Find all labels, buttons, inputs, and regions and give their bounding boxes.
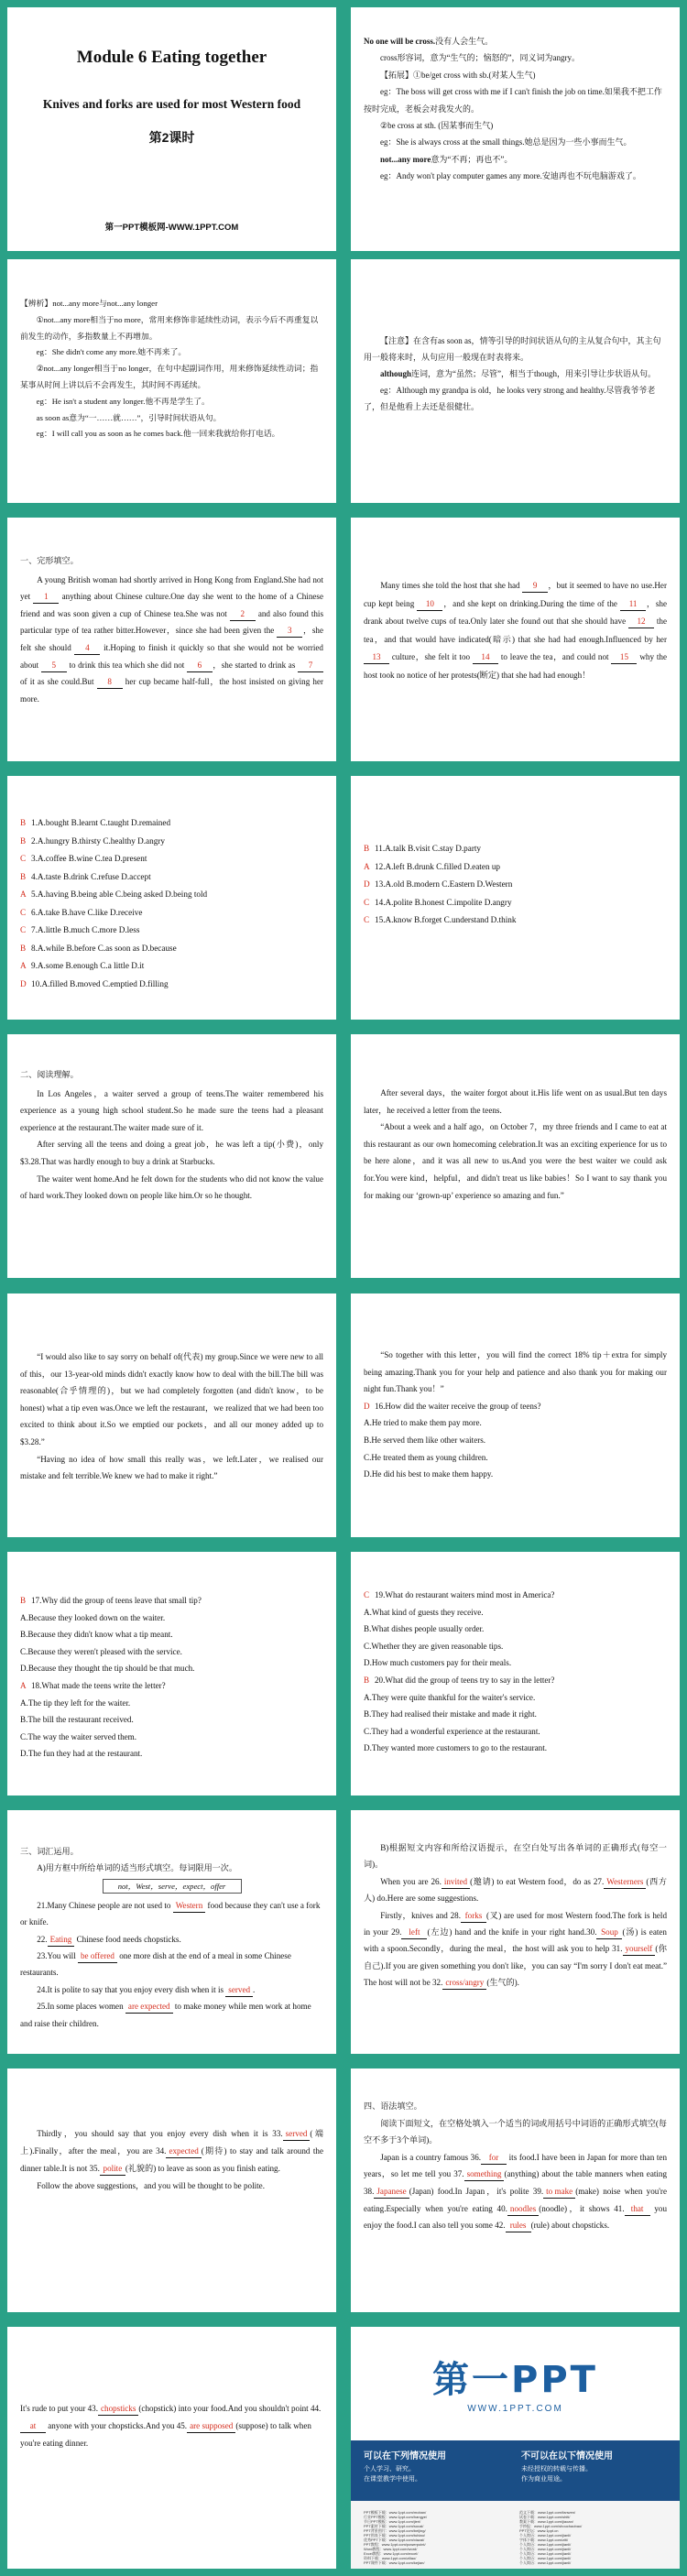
slide-cloze-passage-2: Many times she told the host that she had 9 ，but it seemed to have no use.Her cup kept being 10 ，and she kept on drinking.During the time of the 11 ，she drank about twelve cups of tea.Only later she found out that she should have 12 the tea，and that would have indicated(暗示) that she had had enough.Influenced by her 13 culture，she felt it too 14 to leave the tea，and could not 15 why the host took no notice of her protests(断定) that she had had enough！ xyxy=(351,518,680,761)
resource-link[interactable]: 节日PPT模板：www.1ppt.com/jieri/ xyxy=(364,2519,421,2524)
forbidden-title: 不可以在以下情况使用 xyxy=(521,2451,613,2461)
blank-3: 3 xyxy=(277,625,302,638)
resource-link[interactable]: 试卷下载：www.1ppt.com/shiti/ xyxy=(519,2515,571,2519)
slide-cloze-options-1 xyxy=(7,776,336,1020)
slide-questions-19-20: C 19.What do restaurant waiters mind most in America? A.What kind of guests they receive. B.What dishes people usually order. C.Whether they are given reasonable tips. D.How much customers pay for their meals. B 20.What did the group of teens try to say in the letter? A.They were quite thankful for the waiter's service. B.They had realised their mistake and made it right. C.They had a wonderful experience at the restaurant. D.They wanted more customers to go to the restaurant. xyxy=(351,1552,680,1796)
slide-notes-although: 【注意】在含有as soon as，情等引导的时间状语从句的主从复合句中，其主句用一般将来时，从句应用一般现在时表将来。 although连词，意为“虽然；尽管”，相当于though，用来引导让步状语从句。 eg：Although my grandpa is old，he looks very strong and healthy.尽管我爷爷老了，但是他看上去还是很健壮。 xyxy=(351,259,680,503)
answer-letter: A xyxy=(20,890,27,899)
slide-reading-1: 二、阅读理解。 In Los Angeles，a waiter served a group of teens.The waiter remembered his experience as a young high school student.So he made sure the teens had a pleasant experience at the restaurant.The waiter made sure of it. After serving all the teens and doing a great job，he was left a tip(小费)，only $3.28.That was hardly enough to buy a drink at Starbucks. The waiter went home.And he felt down for the students who did not know the value of hard work.They looked down on people like him.Or so he thought. xyxy=(7,1034,336,1278)
usage-bar: 可以在下列情况使用 个人学习、研究。 在课堂教学中使用。 不可以在以下情况使用 未经授权的转载与传播。 作为商业用途。 xyxy=(351,2440,680,2501)
options-list xyxy=(364,840,667,930)
resource-links xyxy=(364,2510,667,2565)
option-row xyxy=(364,858,667,877)
option-row xyxy=(20,904,323,922)
blank-42: rules xyxy=(506,2220,531,2232)
answer-letter: B xyxy=(364,844,370,853)
blank-39: to make xyxy=(543,2186,575,2199)
answer-letter: B xyxy=(20,943,27,953)
option-text: 10.A.filled B.moved C.emptied D.filling xyxy=(31,978,169,988)
blank-23: be offered xyxy=(78,1950,117,1963)
resource-link[interactable]: PPT背景图片：www.1ppt.com/beijing/ xyxy=(364,2528,426,2533)
section-heading: 一、完形填空。 xyxy=(20,556,79,565)
slide-cloze-passage-1: 一、完形填空。 A young British woman had shortly arrived in Hong Kong from England.She had not yet 1 anything about Chinese culture.One day she went to the home of a Chinese friend and was soon given a cup of Chinese tea.She was not 2 and also found this particular type of tea rather bitter.However，since she had been given the 3 ，she felt she should 4 it.Hoping to finish it quickly so that she would not be worried about 5 to drink this tea which she did not 6 ，she started to drink as 7 of it as she could.But 8 her cup became half-full，the host insisted on giving her more. xyxy=(7,518,336,761)
slide-vocab-a: 三、词汇运用。 A)用方框中所给单词的适当形式填空。每词限用一次。 not，West，serve，expect，offer 21.Many Chinese people are not used to Western food because they can't use a fork or knife. 22. Eating Chinese food needs chopsticks. 23.You will be offered one more dish at the end of a meal in some Chinese restaurants. 24.It is polite to say that you enjoy every dish when it is served . 25.In some places women are expected to make money while men work at home and raise their children. xyxy=(7,1810,336,2054)
blank-44: at xyxy=(20,2420,46,2433)
site-label: 第一PPT模板网-WWW.1PPT.COM xyxy=(104,223,239,233)
slide-questions-17-18: B 17.Why did the group of teens leave that small tip? A.Because they looked down on the waiter. B.Because they didn't know what a tip meant. C.Because they weren't pleased with the service. D.Because they thought the tip should be that much. A 18.What made the teens write the letter? A.The tip they left for the waiter. B.The bill the restaurant received. C.The way the waiter served them. D.The fun they had at the restaurant. xyxy=(7,1552,336,1796)
option-text: 6.A.take B.have C.like D.receive xyxy=(31,907,143,917)
answer-letter: C xyxy=(20,925,27,934)
blank-8: 8 xyxy=(97,676,123,689)
blank-43: chopsticks xyxy=(98,2403,138,2416)
slide-notes-any-more: 【辨析】not...any more与not...any longer ①not...any more相当于no more，常用来修饰非延续性动词，表示今后不再重复以前发生的动作，多指数量上不再增加。 eg：She didn't come any more.她不再来了。 ②not...any longer相当于no longer，在句中起副词作用，用来修饰延续性动词；指某事从时间上讲以后不会再发生，其时间不再延续。 eg：He isn't a student any longer.他不再是学生了。 as soon as意为“一……就……”，引导时间状语从句。 eg：I will call you as soon as he comes back.他一回来我就给你打电话。 xyxy=(7,259,336,503)
option-row xyxy=(364,876,667,894)
answer-letter: A xyxy=(20,961,27,970)
slide-reading-3: “I would also like to say sorry on behalf of(代表) my group.Since we were new to all of this，our 13-year-old minds didn't exactly know how to deal with the bill.The bill was reasonable(合乎情理的)，but we had completely forgotten (and didn't know，to be honest) what a tip even was.Once we left the restaurant，we realized that we had been too excited to think about it.So we emptied our pockets，and all our money added up to $3.28.” “Having no idea of how small this really was，we left.Later，we realised our mistake and felt terrible.We knew we had to make it right.” xyxy=(7,1293,336,1537)
phrase-bold: No one will be cross. xyxy=(364,37,436,46)
option-text: 9.A.some B.enough C.a little D.it xyxy=(31,961,145,970)
section-heading: 四、语法填空。 xyxy=(364,2101,422,2111)
resource-link[interactable]: PPT论坛：www.1ppt.cn xyxy=(519,2528,559,2533)
blank-25: are expected xyxy=(125,2001,173,2014)
option-row xyxy=(20,886,323,904)
answer-17: B xyxy=(20,1596,27,1605)
slide-vocab-b: B)根据短文内容和所给汉语提示，在空白处写出各单词的正确形式(每空一词)。 When you are 26. invited (邀请) to eat Western food，do as 27. Westerners (西方人) do.Here are some suggestions. Firstly，knives and 28. forks (叉) are used for most Western food.The fork is held in your 29. left (左边) hand and the knife in your right hand.30. Soup (汤) is eaten with a spoon.Secondly，during the meal，the host will ask you to help 31. yourself (你自己).If you are given something you don't like，you can say “I'm sorry I don't eat meat.” The host will not be 32. cross/angry (生气的). xyxy=(351,1810,680,2054)
option-row xyxy=(20,957,323,976)
answer-letter: B xyxy=(20,818,27,827)
resource-link[interactable]: 个人简历：www.1ppt.com/jianli/ xyxy=(519,2547,572,2551)
answer-16: D xyxy=(364,1401,370,1411)
blank-38: Japanese xyxy=(374,2186,409,2199)
blank-28: forks xyxy=(461,1910,486,1923)
question-20: 20.What did the group of teens try to say in the letter? xyxy=(375,1675,555,1685)
option-text: 15.A.know B.forget C.understand D.think xyxy=(375,915,517,924)
blank-22: Eating xyxy=(48,1934,75,1947)
blank-32: cross/angry xyxy=(442,1977,486,1990)
option-text: 14.A.polite B.honest C.impolite D.angry xyxy=(375,897,512,907)
option-text: 13.A.old B.modern C.Eastern D.Western xyxy=(375,879,513,889)
resource-link[interactable]: PPT素材下载：www.1ppt.com/sucai/ xyxy=(364,2524,424,2528)
slide-notes-cross: No one will be cross.没有人会生气。 cross形容词，意为“生气的；恼怒的”，同义词为angry。 【拓展】①be/get cross with sb.(对某人生气) eg：The boss will get cross with me if I can't finish the job on time.如果我不把工作按时完成，老板会对我发火的。 ②be cross at sth. (因某事而生气) eg：She is always cross at the small things.她总是因为一些小事而生气。 not...any more意为“不再；再也不”。 eg：Andy won't play computer games any more.安迪再也不玩电脑游戏了。 xyxy=(351,7,680,251)
answer-letter: A xyxy=(364,861,370,871)
option-text: 1.A.bought B.learnt C.taught D.remained xyxy=(31,818,171,827)
resource-link[interactable]: PPT模板下载：www.1ppt.com/moban/ xyxy=(364,2510,427,2515)
question-19: 19.What do restaurant waiters mind most in America? xyxy=(375,1590,555,1599)
option-row xyxy=(364,894,667,912)
answer-letter: D xyxy=(364,879,370,889)
blank-11: 11 xyxy=(620,598,646,611)
resource-link[interactable]: 优秀PPT下载：www.1ppt.com/xiazai/ xyxy=(364,2538,425,2542)
answer-letter: C xyxy=(20,907,27,917)
module-title: Module 6 Eating together xyxy=(76,48,267,67)
resource-link[interactable]: 手抄报：www.1ppt.com/shouchaobao/ xyxy=(519,2524,583,2528)
resource-link[interactable]: 个人简历：www.1ppt.com/jianli/ xyxy=(519,2560,572,2565)
period-label: 第2课时 xyxy=(148,130,195,145)
blank-2: 2 xyxy=(230,608,256,621)
answer-letter: C xyxy=(20,854,27,863)
resource-link[interactable]: 字体下载：www.1ppt.com/ziti/ xyxy=(519,2538,569,2542)
section-heading: 三、词汇运用。 xyxy=(20,1847,79,1856)
blank-35: polite xyxy=(100,2163,125,2176)
blank-29: left xyxy=(401,1927,427,1939)
option-text: 4.A.taste B.drink C.refuse D.accept xyxy=(31,871,151,881)
blank-26: invited xyxy=(442,1876,470,1889)
answer-letter: C xyxy=(364,915,370,924)
option-text: 2.A.hungry B.thirsty C.healthy D.angry xyxy=(31,835,165,846)
option-row xyxy=(20,850,323,868)
resource-link[interactable]: PPT教程：www.1ppt.com/powerpoint/ xyxy=(364,2542,426,2547)
answer-18: A xyxy=(20,1680,27,1690)
brand-logo: 第一PPT xyxy=(432,2359,598,2401)
blank-24: served xyxy=(225,1984,253,1997)
resource-link[interactable]: 个人简历：www.1ppt.com/jianli/ xyxy=(519,2533,572,2538)
option-row xyxy=(364,911,667,930)
answer-20: B xyxy=(364,1675,370,1685)
blank-33: served xyxy=(283,2128,311,2141)
option-row xyxy=(20,868,323,887)
answer-19: C xyxy=(364,1590,370,1599)
options-list xyxy=(20,814,323,993)
blank-5: 5 xyxy=(41,660,67,672)
question-18: 18.What made the teens write the letter? xyxy=(31,1680,166,1690)
resource-link[interactable]: 资料下载：www.1ppt.com/ziliao/ xyxy=(364,2556,417,2560)
blank-21: Western xyxy=(173,1900,206,1913)
resource-link[interactable]: Word教程：www.1ppt.com/word/ xyxy=(364,2547,418,2551)
brand-logo-area xyxy=(351,2327,680,2440)
option-text: 11.A.talk B.visit C.stay D.party xyxy=(375,844,482,853)
blank-36: for xyxy=(481,2152,507,2165)
option-text: 3.A.coffee B.wine C.tea D.present xyxy=(31,854,147,863)
blank-4: 4 xyxy=(74,642,100,655)
blank-41: that xyxy=(625,2203,650,2216)
slide-vocab-b-cont: Thirdly，you should say that you enjoy every dish when it is 33. served (端上).Finally，after the meal，you are 34. expected (期待) to stay and talk around the dinner table.It is not 35. polite (礼貌的) to leave as soon as you finish eating. Follow the above suggestions，and you will be thought to be polite. xyxy=(7,2068,336,2312)
option-row xyxy=(20,976,323,994)
slide-cloze-options-2 xyxy=(351,776,680,1020)
blank-6: 6 xyxy=(187,660,213,672)
resource-link[interactable]: 范文下载：www.1ppt.com/fanwen/ xyxy=(519,2510,576,2515)
option-row xyxy=(20,833,323,851)
blank-37: something xyxy=(464,2168,505,2181)
blank-34: expected xyxy=(166,2145,201,2158)
allowed-title: 可以在下列情况使用 xyxy=(364,2451,446,2461)
word-box: not，West，serve，expect，offer xyxy=(103,1879,242,1894)
option-row xyxy=(20,814,323,833)
blank-9: 9 xyxy=(522,580,548,593)
option-row xyxy=(20,922,323,940)
blank-1: 1 xyxy=(33,591,59,604)
resource-link[interactable]: 行业PPT模板：www.1ppt.com/hangye/ xyxy=(364,2515,428,2519)
option-text: 5.A.having B.being able C.being asked D.being told xyxy=(31,890,208,899)
blank-40: noodles xyxy=(507,2203,539,2216)
blank-31: yourself xyxy=(623,1943,656,1956)
option-row xyxy=(20,940,323,958)
lesson-subtitle: Knives and forks are used for most Western food xyxy=(42,97,301,111)
blank-14: 14 xyxy=(473,651,498,664)
slide-grammar-fill: 四、语法填空。 阅读下面短文，在空格处填入一个适当的词或用括号中词语的正确形式填空(每空不多于3个单词)。 Japan is a country famous 36. for its food.I have been in Japan for more than ten years，so let me tell you 37. something (anything) about the table manners when eating 38. Japanese (Japan) food.In Japan，it's polite 39. to make (make) noise when you're eating.Especially when you're eating 40. noodles (noodle)，it shows 41. that you enjoy the food.I can also tell you some 42. rules (rule) about chopsticks. xyxy=(351,2068,680,2312)
resource-link[interactable]: 个人简历：www.1ppt.com/jianli/ xyxy=(519,2551,572,2556)
brand-url: WWW.1PPT.COM xyxy=(467,2404,563,2414)
slide-grammar-fill-cont: It's rude to put your 43. chopsticks (chopstick) into your food.And you shouldn't point 44.at anyone with your chopsticks.And you 45. are supposed (suppose) to talk when you're eating dinner. xyxy=(7,2327,336,2569)
option-row xyxy=(364,840,667,858)
section-heading: 二、阅读理解。 xyxy=(20,1070,79,1079)
resource-link[interactable]: PPT课件下载：www.1ppt.com/kejian/ xyxy=(364,2560,425,2565)
blank-7: 7 xyxy=(298,660,323,672)
answer-letter: B xyxy=(20,871,27,881)
answer-letter: B xyxy=(20,835,27,846)
resource-link[interactable]: 个人简历：www.1ppt.com/jianli/ xyxy=(519,2556,572,2560)
resource-link[interactable]: Excel教程：www.1ppt.com/excel/ xyxy=(364,2551,419,2556)
option-text: 12.A.left B.drunk C.filled D.eaten up xyxy=(375,861,501,871)
question-17: 17.Why did the group of teens leave that small tip? xyxy=(31,1596,202,1605)
blank-12: 12 xyxy=(628,616,654,628)
resource-link[interactable]: 个人简历：www.1ppt.com/jianli/ xyxy=(519,2542,572,2547)
resource-link[interactable]: PPT图表下载：www.1ppt.com/tubiao/ xyxy=(364,2533,425,2538)
blank-45: are supposed xyxy=(187,2420,235,2433)
question-16: 16.How did the waiter receive the group of teens? xyxy=(375,1401,541,1411)
slide-reading-2: After several days，the waiter forgot about it.His life went on as usual.But ten days later，he received a letter from the teens. “About a week and a half ago，on October 7，my three friends and I came to eat at this restaurant as our own homecoming celebration.It was an exciting experience for us to be here alone，and it was all new to us.And you were the best waiter we could ask for.You were kind，helpful，and didn't treat us like babies！So I want to say thank you for making our ‘grown-up’ experience so amazing and fun.” xyxy=(351,1034,680,1278)
blank-10: 10 xyxy=(417,598,442,611)
blank-30: Soup xyxy=(596,1927,622,1939)
option-text: 7.A.little B.much C.more D.less xyxy=(31,925,140,934)
slide-branding xyxy=(351,2327,680,2569)
slide-reading-4: “So together with this letter，you will find the correct 18% tip＋extra for simply being amazing.Thank you for your help and patience and also thank you for making our night fun.Thank you！” D 16.How did the waiter receive the group of teens? A.He tried to make them pay more. B.He served them like other waiters. C.He treated them as young children. D.He did his best to make them happy. xyxy=(351,1293,680,1537)
blank-15: 15 xyxy=(611,651,637,664)
answer-letter: D xyxy=(20,978,27,988)
answer-letter: C xyxy=(364,897,370,907)
blank-13: 13 xyxy=(364,651,389,664)
slide-title xyxy=(7,7,336,251)
blank-27: Westerners xyxy=(604,1876,646,1889)
option-text: 8.A.while B.before C.as soon as D.because xyxy=(31,943,177,953)
resource-link[interactable]: 教案下载：www.1ppt.com/jiaoan/ xyxy=(519,2519,573,2524)
